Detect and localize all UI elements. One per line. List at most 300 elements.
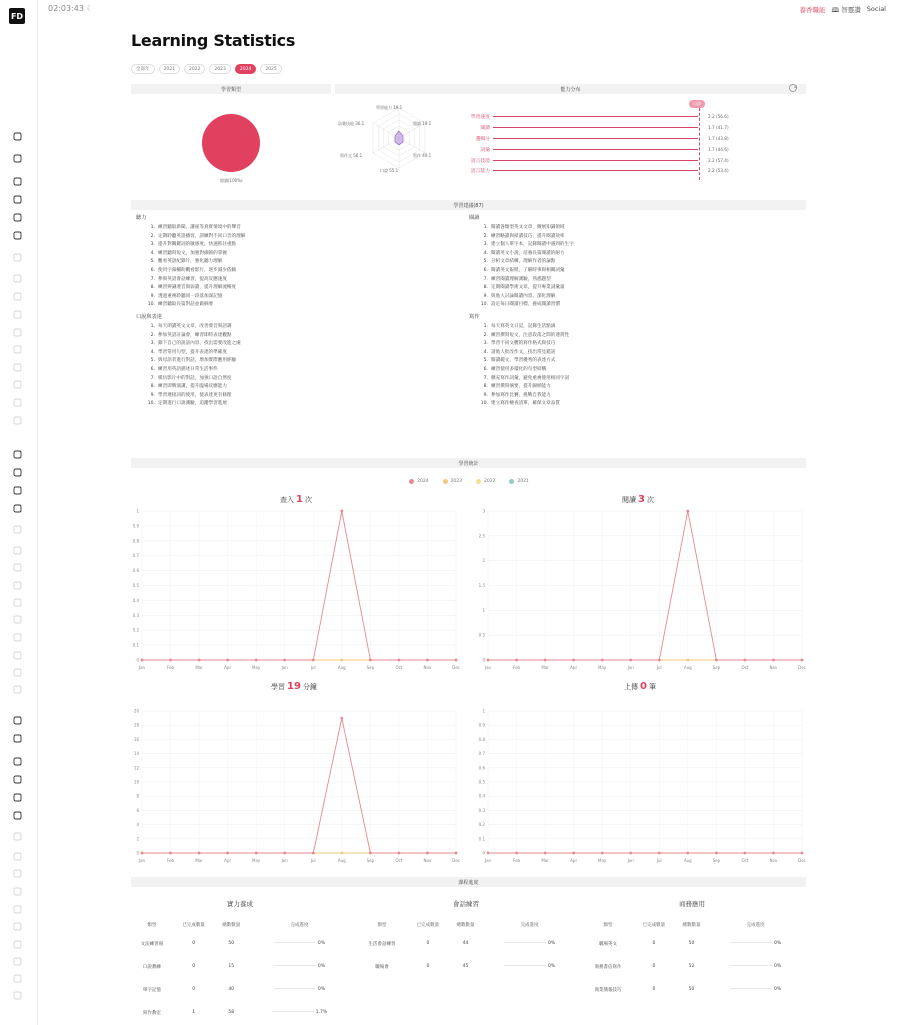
y-tick-label: 0 xyxy=(482,657,485,663)
suggestion-text: 提升對關鍵詞的敏感度，快速抓住重點 xyxy=(158,242,237,248)
chat-icon[interactable] xyxy=(12,614,22,624)
progress-text: 0% xyxy=(548,964,556,969)
suggestion-item xyxy=(469,233,799,242)
suggestion-text: 觀看英語紀錄片，強化聽力理解 xyxy=(158,259,223,265)
table-row xyxy=(583,978,803,1001)
course-table-title: 會話練習 xyxy=(453,900,479,908)
book-icon[interactable] xyxy=(12,886,22,896)
suggestion-text: 定期閱讀學術文章，提升專業詞彙量 xyxy=(491,285,565,291)
table-header: 總數數量 xyxy=(222,923,241,928)
suggestions-left xyxy=(136,214,466,412)
section-head-skills: 能力分布 xyxy=(335,84,806,94)
book-icon[interactable] xyxy=(12,309,22,319)
y-tick-label: 1.5 xyxy=(478,583,485,588)
suggestion-item xyxy=(136,357,466,366)
suggestion-item xyxy=(136,340,466,349)
suggestion-text: 與母語者進行對話，增加實際應用經驗 xyxy=(158,358,237,364)
x-tick-label: Aug xyxy=(337,858,346,863)
y-tick-label: 6 xyxy=(136,807,139,813)
data-point xyxy=(686,659,689,662)
y-tick-label: 0.1 xyxy=(132,642,139,648)
suggestion-text: 建立個人單字本，記錄閱讀中遇到的生字 xyxy=(491,242,574,248)
chat-icon[interactable] xyxy=(12,273,22,283)
speech-icon[interactable] xyxy=(12,327,22,337)
progress-text: 0% xyxy=(317,987,326,992)
x-tick-label: Feb xyxy=(166,665,175,670)
suggestion-item xyxy=(469,375,799,384)
suggestion-text: 建立寫作檢查清單，確保文章品質 xyxy=(491,401,560,407)
suggestion-item xyxy=(469,349,799,358)
data-point xyxy=(487,659,490,662)
data-point xyxy=(369,852,372,855)
chart-title-value: 19 xyxy=(287,681,301,692)
table-header: 已完成數量 xyxy=(182,923,205,928)
legend-dot-icon xyxy=(476,479,481,484)
suggestion-item xyxy=(136,400,466,409)
legend-label: 2023 xyxy=(450,479,462,484)
y-tick-label: 0.5 xyxy=(478,779,485,785)
suggestion-text: 學習連接詞的使用，使表達更有條理 xyxy=(158,392,232,398)
suggestion-item xyxy=(136,323,466,332)
legend-item[interactable] xyxy=(443,479,462,484)
suggestion-number: 3. xyxy=(150,242,155,248)
suggestion-list xyxy=(136,323,466,409)
suggestion-number: 3. xyxy=(150,341,155,347)
chart-title-1 xyxy=(280,494,312,505)
x-tick-label: Dec xyxy=(452,665,460,670)
speech-icon[interactable] xyxy=(12,792,22,802)
y-tick-label: 10 xyxy=(133,779,139,785)
progress-track xyxy=(493,138,698,139)
chat-icon[interactable] xyxy=(12,379,22,389)
progress-track xyxy=(493,149,698,150)
suggestion-item xyxy=(136,375,466,384)
data-point xyxy=(686,852,689,855)
suggestion-list xyxy=(469,224,799,310)
progress-text: 0% xyxy=(774,941,782,946)
year-tab-2023[interactable]: 2023 xyxy=(209,64,230,74)
x-tick-label: Feb xyxy=(512,665,521,670)
headphones-icon[interactable] xyxy=(12,973,22,983)
x-tick-label: Aug xyxy=(683,858,692,863)
data-point xyxy=(169,852,172,855)
suggestion-item xyxy=(136,293,466,302)
dashboard-icon[interactable] xyxy=(12,362,22,372)
data-point xyxy=(629,852,632,855)
suggestion-item xyxy=(136,267,466,276)
pen-icon[interactable] xyxy=(12,230,22,240)
table-cell-progress xyxy=(708,978,803,1001)
suggestion-item xyxy=(469,284,799,293)
dashboard-icon[interactable] xyxy=(12,715,22,725)
table-cell-done: 0 xyxy=(652,987,656,992)
suggestion-number: 3. xyxy=(483,341,488,347)
suggestion-item xyxy=(469,258,799,267)
y-tick-label: 2 xyxy=(136,836,139,842)
progress-label: 閱讀 xyxy=(480,125,490,131)
chat-icon[interactable] xyxy=(12,851,22,861)
progress-label: 詞彙 xyxy=(480,147,490,153)
data-point xyxy=(340,510,343,513)
dashboard-icon[interactable] xyxy=(12,939,22,949)
progress-track xyxy=(493,127,698,128)
table-cell-total: 40 xyxy=(228,987,235,992)
progress-text: 0% xyxy=(774,964,782,969)
clock-time: 02:03:43 xyxy=(48,4,84,13)
table-cell-done: 0 xyxy=(426,964,430,969)
suggestion-category: 寫作 xyxy=(469,313,480,320)
book-icon[interactable] xyxy=(12,545,22,555)
suggestion-number: 1. xyxy=(150,323,155,329)
x-tick-label: Mar xyxy=(541,858,549,863)
book-icon[interactable] xyxy=(12,650,22,660)
app-logo[interactable]: FD xyxy=(9,8,25,24)
suggestion-number: 6. xyxy=(150,366,155,372)
suggestion-text: 閱讀英文報紙，了解時事與相關詞彙 xyxy=(491,267,565,273)
suggestion-item xyxy=(136,224,466,233)
progress-label: 邏輯分 xyxy=(475,136,490,142)
data-point xyxy=(283,659,286,662)
top-link-2[interactable]: 🕮 智靈讚 xyxy=(831,6,861,14)
suggestion-item xyxy=(469,366,799,375)
x-tick-label: May xyxy=(252,858,261,863)
data-point xyxy=(744,852,747,855)
x-tick-label: Apr xyxy=(224,665,232,670)
data-point xyxy=(572,659,575,662)
suggestion-text: 練習撰寫摘要，提升歸納能力 xyxy=(491,384,551,390)
data-point xyxy=(629,659,632,662)
book-icon[interactable] xyxy=(12,194,22,204)
progress-track xyxy=(493,170,698,171)
data-point xyxy=(686,510,689,513)
x-tick-label: Jul xyxy=(656,858,662,863)
legend-dot-icon xyxy=(509,479,514,484)
progress-value: 1.7 (43.8) xyxy=(708,135,729,141)
table-cell-total: 50 xyxy=(688,941,695,946)
y-tick-label: 16 xyxy=(133,736,139,742)
pen-icon[interactable] xyxy=(12,467,22,477)
x-tick-label: Apr xyxy=(570,665,578,670)
suggestion-number: 7. xyxy=(150,375,155,381)
y-tick-label: 0 xyxy=(136,850,139,856)
radar-label-2: 閱讀 19.1 xyxy=(413,121,432,126)
x-tick-label: May xyxy=(598,858,607,863)
y-tick-label: 0.3 xyxy=(132,612,139,618)
table-header: 完成進度 xyxy=(746,923,765,928)
legend-item[interactable] xyxy=(476,479,495,484)
progress-bar xyxy=(730,942,772,943)
x-tick-label: Dec xyxy=(452,858,460,863)
headphones-icon[interactable] xyxy=(12,868,22,878)
speech-icon[interactable] xyxy=(12,667,22,677)
pie-label: 閱讀(100%) xyxy=(220,178,243,183)
section-head-courses: 課程進度 xyxy=(131,877,806,887)
data-point xyxy=(312,659,315,662)
pen-icon[interactable] xyxy=(12,580,22,590)
data-point xyxy=(658,659,661,662)
dashboard-icon[interactable] xyxy=(12,131,22,141)
progress-value: 1.7 (41.7) xyxy=(708,124,729,130)
suggestion-text: 定期進行口說測驗，追蹤學習進展 xyxy=(158,401,227,407)
suggestion-item xyxy=(136,233,466,242)
suggestion-item xyxy=(469,340,799,349)
table-cell-done: 0 xyxy=(652,941,656,946)
suggestion-number: 3. xyxy=(483,242,488,248)
data-point xyxy=(455,659,458,662)
chart-title-3 xyxy=(271,681,317,692)
speech-icon[interactable] xyxy=(12,904,22,914)
x-tick-label: Nov xyxy=(423,665,432,670)
headphones-icon[interactable] xyxy=(12,756,22,766)
progress-label: 語言能力 xyxy=(470,168,490,174)
y-tick-label: 1 xyxy=(482,708,485,714)
table-cell-name: 單字記憶 xyxy=(142,987,161,993)
pen-icon[interactable] xyxy=(12,921,22,931)
suggestion-text: 每天朗讀英文文章，改善發音與語調 xyxy=(158,323,232,329)
x-tick-label: Jan xyxy=(138,665,146,670)
suggestion-number: 1. xyxy=(483,225,488,230)
dashboard-icon[interactable] xyxy=(12,597,22,607)
suggestion-text: 練習用英語描述日常生活事件 xyxy=(158,366,218,372)
y-tick-label: 3 xyxy=(482,508,485,514)
table-cell-progress xyxy=(248,955,351,978)
suggestion-number: 10. xyxy=(147,302,155,308)
moon-icon: ☾ xyxy=(86,4,94,13)
x-tick-label: Oct xyxy=(741,858,749,863)
dashboard-icon[interactable] xyxy=(12,831,22,841)
x-tick-label: Nov xyxy=(423,858,432,863)
skill-progress xyxy=(465,100,800,180)
headphones-icon[interactable] xyxy=(12,397,22,407)
suggestion-item xyxy=(136,392,466,401)
suggestion-number: 7. xyxy=(150,276,155,282)
progress-row xyxy=(465,112,729,120)
chart-title-unit: 筆 xyxy=(648,683,656,691)
y-tick-label: 0 xyxy=(136,657,139,663)
progress-bar xyxy=(730,965,772,966)
suggestion-list xyxy=(469,323,799,409)
dashboard-icon[interactable] xyxy=(12,485,22,495)
y-tick-label: 20 xyxy=(133,708,139,714)
suggestion-category: 口說與表達 xyxy=(136,313,162,320)
x-tick-label: Aug xyxy=(337,665,346,670)
suggestion-number: 4. xyxy=(150,349,155,355)
speech-icon[interactable] xyxy=(12,449,22,459)
table-header: 完成進度 xyxy=(520,923,539,928)
suggestion-item xyxy=(136,241,466,250)
radar-label-5: 寫作文 56.1 xyxy=(340,153,363,158)
progress-text: 0% xyxy=(774,987,782,992)
data-point xyxy=(515,659,518,662)
book-icon[interactable] xyxy=(12,990,22,1000)
legend-item[interactable] xyxy=(409,479,428,484)
y-tick-label: 0 xyxy=(482,850,485,856)
x-tick-label: Apr xyxy=(224,858,232,863)
table-cell-name: 文法練習冊 xyxy=(140,941,164,947)
chat-icon[interactable] xyxy=(12,733,22,743)
y-tick-label: 0.5 xyxy=(132,583,139,588)
chart-legend xyxy=(0,479,900,484)
table-cell-progress xyxy=(248,978,351,1001)
clock xyxy=(48,4,94,13)
year-tab-2024[interactable]: 2024 xyxy=(235,64,256,74)
progress-label: 學習速度 xyxy=(470,114,490,120)
data-point xyxy=(544,852,547,855)
suggestion-number: 6. xyxy=(483,267,488,273)
headphones-icon[interactable] xyxy=(12,632,22,642)
radar-label-3: 寫作 49.1 xyxy=(413,153,432,158)
y-tick-label: 0.4 xyxy=(478,793,485,799)
chat-icon[interactable] xyxy=(12,153,22,163)
legend-item[interactable] xyxy=(509,479,528,484)
y-tick-label: 0.6 xyxy=(132,568,139,574)
suggestion-item xyxy=(136,250,466,259)
progress-row xyxy=(465,145,729,153)
suggestion-item xyxy=(136,366,466,375)
table-cell-total: 15 xyxy=(228,964,235,969)
page-title: Learning Statistics xyxy=(131,31,296,50)
table-cell-done: 0 xyxy=(652,964,656,969)
data-point xyxy=(544,659,547,662)
chart-title-4 xyxy=(624,681,656,692)
table-row xyxy=(583,955,803,978)
pen-icon[interactable] xyxy=(12,344,22,354)
year-tabs xyxy=(131,64,282,74)
line-chart-2 xyxy=(476,507,806,672)
data-point xyxy=(226,659,229,662)
speech-icon[interactable] xyxy=(12,212,22,222)
table-cell-name: 口說教練 xyxy=(142,964,161,970)
legend-label: 2022 xyxy=(484,479,496,484)
radar-label-1: 學習能力 19.1 xyxy=(376,105,403,110)
x-tick-label: Mar xyxy=(195,858,203,863)
current-badge: 目前 xyxy=(689,100,705,108)
suggestion-text: 請他人批改作文，找出常見錯誤 xyxy=(491,349,556,355)
progress-value: 1.7 (44.6) xyxy=(708,146,729,152)
data-point xyxy=(198,659,201,662)
y-tick-label: 0.8 xyxy=(132,538,139,544)
table-cell-name: 商業簡報技巧 xyxy=(594,987,622,993)
suggestion-number: 5. xyxy=(150,259,155,265)
suggestion-item xyxy=(469,224,799,233)
headphones-icon[interactable] xyxy=(12,524,22,534)
suggestion-category: 聽力 xyxy=(136,215,147,221)
y-tick-label: 14 xyxy=(133,751,139,757)
headphones-icon[interactable] xyxy=(12,291,22,301)
y-tick-label: 0.8 xyxy=(478,736,485,742)
x-tick-label: Dec xyxy=(798,858,806,863)
suggestion-number: 5. xyxy=(483,259,488,265)
course-table xyxy=(131,918,351,1024)
data-point xyxy=(487,852,490,855)
x-tick-label: Nov xyxy=(769,858,778,863)
year-tab-2021[interactable]: 2021 xyxy=(159,64,180,74)
suggestion-item xyxy=(136,332,466,341)
table-cell-name: 職場英文 xyxy=(599,941,618,947)
chat-icon[interactable] xyxy=(12,956,22,966)
data-point xyxy=(658,852,661,855)
top-link-3[interactable]: Social xyxy=(866,5,886,13)
suggestion-number: 4. xyxy=(483,349,488,355)
progress-bar xyxy=(274,942,316,943)
table-row xyxy=(357,932,577,955)
y-tick-label: 0.1 xyxy=(478,836,485,842)
speech-icon[interactable] xyxy=(12,562,22,572)
table-cell-done: 0 xyxy=(192,987,196,992)
table-cell-progress xyxy=(248,932,351,955)
table-cell-done: 0 xyxy=(426,941,430,946)
table-cell-name: 寫作教室 xyxy=(142,1010,161,1016)
progress-value: 2.2 (56.6) xyxy=(708,113,729,119)
table-row xyxy=(131,1001,351,1024)
data-point xyxy=(198,852,201,855)
chart-title-text: 學習 xyxy=(271,683,285,691)
suggestion-text: 練習聽取長篇對話並做摘要 xyxy=(158,302,214,308)
table-cell-done: 0 xyxy=(192,941,196,946)
pen-icon[interactable] xyxy=(12,810,22,820)
data-point xyxy=(801,852,804,855)
y-tick-label: 0.9 xyxy=(132,523,139,529)
x-tick-label: Jun xyxy=(627,665,634,670)
radar-area xyxy=(395,131,403,145)
pen-icon[interactable] xyxy=(12,684,22,694)
headphones-icon[interactable] xyxy=(12,176,22,186)
data-point xyxy=(515,852,518,855)
line-chart-4 xyxy=(476,707,806,865)
suggestion-item xyxy=(469,250,799,259)
suggestion-number: 6. xyxy=(150,267,155,273)
y-tick-label: 1 xyxy=(136,508,139,514)
book-icon[interactable] xyxy=(12,774,22,784)
legend-label: 2024 xyxy=(417,479,429,484)
data-point xyxy=(340,717,343,720)
data-point xyxy=(255,852,258,855)
y-tick-label: 0.2 xyxy=(478,822,485,828)
year-tab-all[interactable]: 全部年 xyxy=(131,64,155,74)
year-tab-2025[interactable]: 2025 xyxy=(260,64,281,74)
book-icon[interactable] xyxy=(12,415,22,425)
top-link-1[interactable]: 養香職能 xyxy=(799,6,826,14)
table-header: 完成進度 xyxy=(290,923,309,928)
x-tick-label: Jan xyxy=(138,858,146,863)
refresh-icon[interactable] xyxy=(788,83,798,93)
pie-slice xyxy=(202,114,260,172)
year-tab-2022[interactable]: 2022 xyxy=(184,64,205,74)
suggestion-text: 模仿影片中的對話，加強口語自然度 xyxy=(158,375,232,381)
suggestion-text: 分析文章結構，理解作者的論點 xyxy=(491,259,556,265)
suggestion-number: 8. xyxy=(150,285,155,291)
table-header: 總數數量 xyxy=(456,923,475,928)
table-header: 已完成數量 xyxy=(416,923,440,928)
y-tick-label: 0.9 xyxy=(478,722,485,728)
chart-title-text: 上傳 xyxy=(624,683,638,691)
suggestion-number: 9. xyxy=(483,392,488,398)
progress-row xyxy=(465,166,729,174)
table-cell-total: 58 xyxy=(228,1010,235,1015)
chat-icon[interactable] xyxy=(12,503,22,513)
pie-chart xyxy=(131,98,331,188)
y-tick-label: 0.7 xyxy=(132,553,139,559)
suggestion-item xyxy=(136,349,466,358)
suggestion-text: 與他人討論閱讀內容，深化理解 xyxy=(491,293,556,299)
data-point xyxy=(141,659,144,662)
chart-title-text: 閱讀 xyxy=(622,496,636,504)
legend-dot-icon xyxy=(409,479,414,484)
dashboard-icon[interactable] xyxy=(12,252,22,262)
suggestion-item xyxy=(469,267,799,276)
table-cell-progress xyxy=(708,932,803,955)
progress-value: 2.2 (57.4) xyxy=(708,157,729,163)
